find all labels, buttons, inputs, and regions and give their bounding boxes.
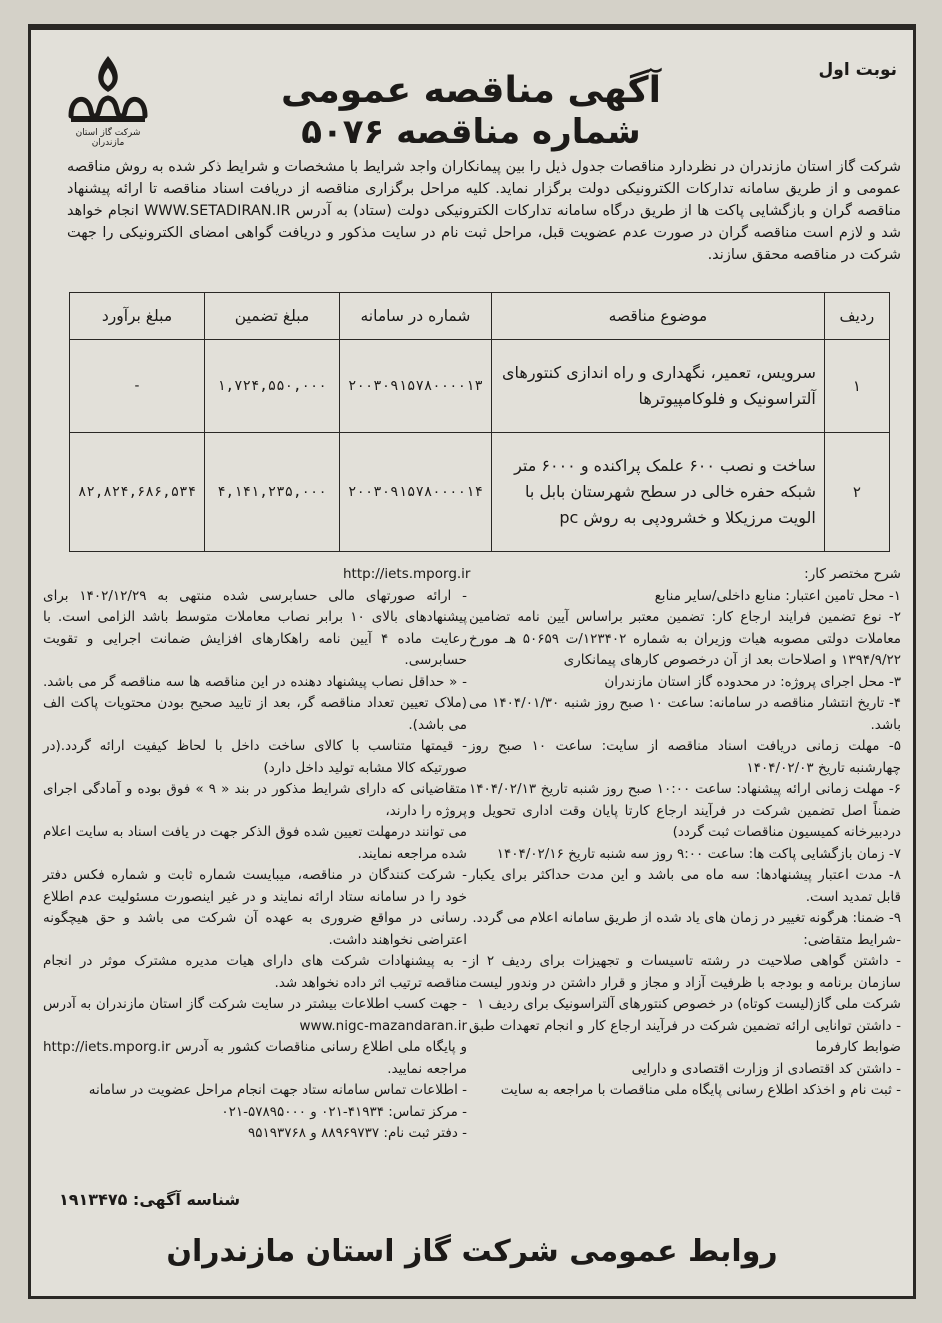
table-header-row bbox=[70, 293, 890, 340]
guarantee-amount: ۴,۱۴۱,۲۳۵,۰۰۰ bbox=[205, 433, 340, 552]
contact-item: - مرکز تماس: ۴۱۹۳۴-۰۲۱ و ۵۷۸۹۵۰۰۰-۰۲۱ bbox=[221, 1103, 467, 1120]
section-heading: -شرایط متقاضی: bbox=[803, 931, 901, 948]
tender-notice bbox=[28, 24, 916, 1299]
condition-item: ۴- تاریخ انتشار مناقصه در سامانه: ساعت ۱۰ صبح روز شنبه ۱۴۰۴/۰۱/۳۰ می باشد. bbox=[469, 695, 901, 733]
note-item: - « حداقل نصاب پیشنهاد دهنده در این مناقصه ها سه مناقصه گر می باشد. (ملاک تعیین تعداد مناقصه گر، بعد از تایید صحیح بودن محتویات پاکت الف می باشد). bbox=[43, 673, 467, 733]
col-header-system-number: شماره در سامانه bbox=[340, 293, 492, 340]
logo-caption: شرکت گاز استان مازندران bbox=[75, 128, 141, 148]
contact-item: - اطلاعات تماس سامانه ستاد جهت انجام مراحل عضویت در سامانه bbox=[88, 1082, 467, 1098]
note-item: - به پیشنهادات شرکت های دارای هیات مدیره مشترک موثر در انجام مناقصه ترتیب اثر داده نخواهد شد. bbox=[43, 953, 467, 991]
requirement-item: - داشتن توانایی ارائه تضمین شرکت در فرآیند ارجاع کار و انجام تعهدات طبق ضوابط کارفرما bbox=[469, 1017, 901, 1055]
note-item: - شرکت کنندگان در مناقصه، میبایست شماره ثابت و شماره فکس دفتر خود را در سامانه ستاد ارائه نمایند و در غیر اینصورت مسئولیت عدم اطلاع رسانی در مواقع ضروری به عهده آن شرکت می باشد و حق هیچگونه اعتراضی نخواهند داشت. bbox=[43, 867, 467, 948]
condition-item: ۹- ضمنا: هرگونه تغییر در زمان های یاد شده از طریق سامانه اعلام می گردد. bbox=[472, 910, 901, 926]
notes-column bbox=[43, 564, 471, 1145]
system-number: ۲۰۰۳۰۹۱۵۷۸۰۰۰۰۱۴ bbox=[340, 433, 492, 552]
edition-label: نوبت اول bbox=[818, 60, 897, 80]
condition-item: ۳- محل اجرای پروژه: در محدوده گاز استان مازندران bbox=[604, 673, 901, 690]
condition-item: ۲- نوع تضمین فرایند ارجاع کار: تضمین معتبر براساس آیین نامه تضامین معاملات دولتی مصوبه هیات وزیران به شماره ۱۲۳۴۰۲/ت ۵۰۶۵۹ هـ مورخ ۱۳۹۴/۹/۲۲ و اصلاحات بعد از آن درخصوص کارهای پیمانکاری bbox=[469, 609, 901, 668]
requirement-item: - داشتن گواهی صلاحیت در رشته تاسیسات و تجهیزات برای ردیف ۲ از سازمان برنامه و بودجه با ظرفیت آزاد و مجاز و قرار داشتن در وندور لیست شرکت ملی گاز(لیست کوتاه) در خصوص کنتورهای آلتراسونیک برای ردیف ۱ bbox=[469, 953, 901, 1012]
contact-item: - دفتر ثبت نام: ۸۸۹۶۹۷۳۷ و ۹۵۱۹۳۷۶۸ bbox=[247, 1125, 467, 1141]
notice-title: آگهی مناقصه عمومی bbox=[281, 70, 661, 111]
tender-subject: سرویس، تعمیر، نگهداری و راه اندازی کنتورهای آلتراسونیک و فلوکامپیوترها bbox=[491, 340, 824, 433]
row-number: ۲ bbox=[824, 433, 889, 552]
note-item: و پایگاه ملی اطلاع رسانی مناقصات کشور به آدرس http://iets.mporg.ir مراجعه نمایید. bbox=[43, 1039, 467, 1077]
condition-item: ۷- زمان بازگشایی پاکت ها: ساعت ۹:۰۰ روز سه شنبه تاریخ ۱۴۰۴/۰۲/۱۶ bbox=[496, 845, 901, 862]
conditions-column bbox=[469, 564, 901, 1102]
col-header-row-no: ردیف bbox=[824, 293, 889, 340]
guarantee-amount: ۱,۷۲۴,۵۵۰,۰۰۰ bbox=[205, 340, 340, 433]
tender-number: شماره مناقصه ۵۰۷۶ bbox=[301, 112, 641, 152]
col-header-estimate: مبلغ برآورد bbox=[70, 293, 205, 340]
intro-paragraph bbox=[67, 156, 901, 266]
table-row bbox=[70, 433, 890, 552]
estimate-amount: - bbox=[70, 340, 205, 433]
note-item: - جهت کسب اطلاعات بیشتر در سایت شرکت گاز استان مازندران به آدرس www.nigc-mazandaran.ir bbox=[43, 996, 467, 1034]
note-item: متقاضیانی که دارای شرایط مذکور در بند « ۹ » فوق بوده و آمادگی اجرای پروژه را دارند، bbox=[43, 781, 467, 819]
requirement-item: - ثبت نام و اخذکد اطلاع رسانی پایگاه ملی مناقصات با مراجعه به سایت bbox=[500, 1082, 901, 1098]
note-item: - ارائه صورتهای مالی حسابرسی شده منتهی به ۱۴۰۲/۱۲/۲۹ برای پیشنهادهای بالای ۱۰ برابر نصاب معاملات متوسط باشد الزامی است. با رعایت ماده ۴ آیین نامه راهکارهای افزایش ضمانت اجرایی و تقویت حسابرسی. bbox=[43, 587, 467, 668]
note-item: - قیمتها متناسب با کالای ساخت داخل با لحاظ کیفیت ارائه گردد.(در صورتیکه کالا مشابه تولید داخل دارد) bbox=[43, 738, 467, 776]
section-heading: شرح مختصر کار: bbox=[804, 566, 901, 582]
footer-signature: روابط عمومی شرکت گاز استان مازندران bbox=[166, 1234, 778, 1269]
iets-url: http://iets.mporg.ir bbox=[343, 566, 471, 582]
col-header-guarantee: مبلغ تضمین bbox=[205, 293, 340, 340]
system-number: ۲۰۰۳۰۹۱۵۷۸۰۰۰۰۱۳ bbox=[340, 340, 492, 433]
requirement-item: - داشتن کد اقتصادی از وزارت اقتصادی و دارایی bbox=[631, 1060, 901, 1077]
tender-subject: ساخت و نصب ۶۰۰ علمک پراکنده و ۶۰۰۰ متر شبکه حفره خالی در سطح شهرستان بابل با الویت مرزیکلا و خشرودپی به روش pc bbox=[491, 433, 824, 552]
condition-item: ۸- مدت اعتبار پیشنهادها: سه ماه می باشد و این مدت حداکثر برای یکبار قابل تمدید است. bbox=[469, 867, 901, 905]
gas-flame-logo-icon bbox=[65, 52, 151, 126]
condition-item: ۶- مهلت زمانی ارائه پیشنهاد: ساعت ۱۰:۰۰ صبح روز شنبه تاریخ ۱۴۰۴/۰۲/۱۳ ضمناً اصل تضمین شرکت در فرآیند ارجاع کارتا پایان وقت اداری تحویل و دردبیرخانه کمیسیون مناقصات ثبت گردد) bbox=[469, 781, 901, 840]
intro-text: شرکت گاز استان مازندران در نظردارد مناقصات جدول ذیل را بین پیمانکاران واجد شرایط با مشخصات و شرایط ذکر شده به روش مناقصه عمومی و از طریق سامانه تدارکات الکترونیکی دولت برگزار نماید. کلیه مراحل برگزاری مناقصه از دریافت اسناد مناقصه تا ارائه پیشنهاد مناقصه گران و بازگشایی پاکت ها از طریق درگاه سامانه تدارکات الکترونیکی دولت (ستاد) به آدرس WWW.SETADIRAN.IR انجام خواهد شد و لازم است مناقصه گران در صورت عدم عضویت قبل، مراحل ثبت نام در سایت مذکور و دریافت گواهی امضای الکترونیکی را جهت شرکت در مناقصه محقق سازند. bbox=[67, 159, 901, 263]
company-logo bbox=[65, 52, 151, 148]
condition-item: ۱- محل تامین اعتبار: منابع داخلی/سایر منابع bbox=[654, 587, 901, 604]
table-row bbox=[70, 340, 890, 433]
tender-table bbox=[69, 292, 890, 552]
note-item: می توانند درمهلت تعیین شده فوق الذکر جهت در یافت اسناد به سایت اعلام شده مراجعه نمایند. bbox=[43, 824, 467, 862]
ad-id: شناسه آگهی: ۱۹۱۳۴۷۵ bbox=[59, 1190, 241, 1209]
row-number: ۱ bbox=[824, 340, 889, 433]
col-header-subject: موضوع مناقصه bbox=[491, 293, 824, 340]
condition-item: ۵- مهلت زمانی دریافت اسناد مناقصه از سایت: ساعت ۱۰ صبح روز چهارشنبه تاریخ ۱۴۰۴/۰۲/۰۳ bbox=[469, 738, 901, 776]
estimate-amount: ۸۲,۸۲۴,۶۸۶,۵۳۴ bbox=[70, 433, 205, 552]
